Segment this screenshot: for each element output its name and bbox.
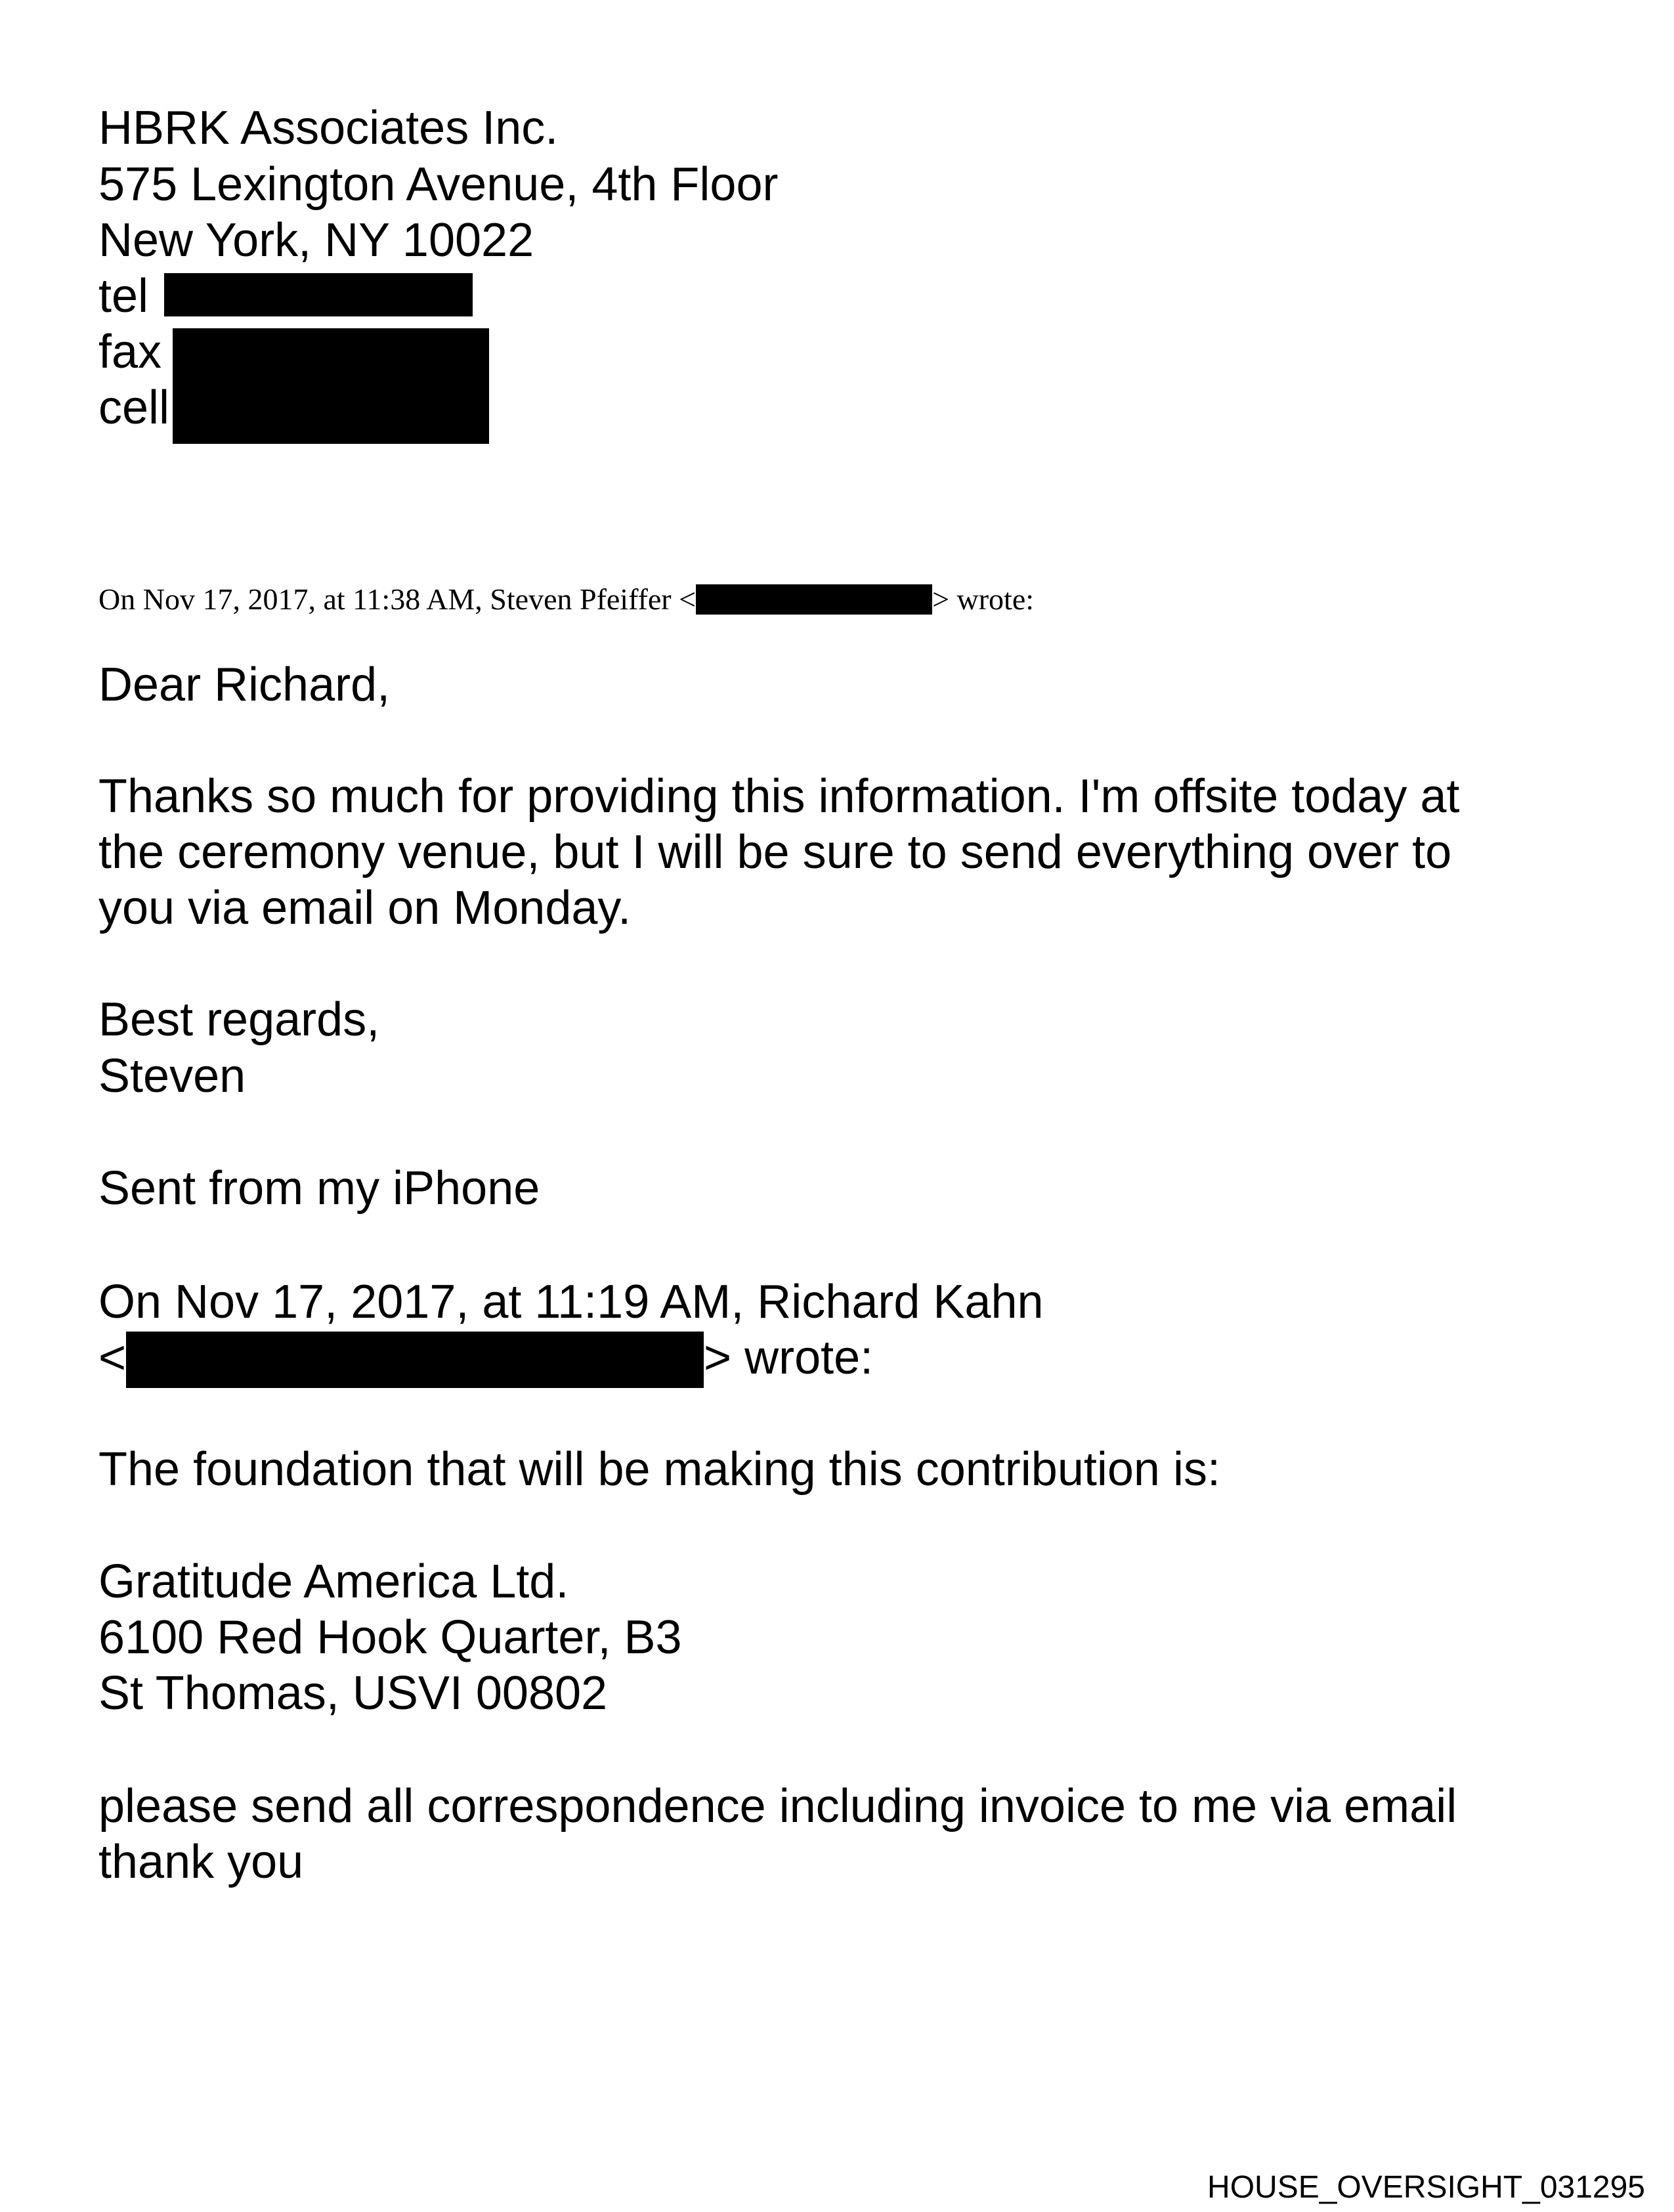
request-line1: please send all correspondence including invoice to me via email xyxy=(98,1780,1457,1832)
reply-paragraph-line1: Thanks so much for providing this information. I'm offsite today at xyxy=(98,770,1460,823)
tel-label: tel xyxy=(98,270,149,322)
cell-label: cell xyxy=(98,381,170,434)
reply-header xyxy=(98,581,1034,618)
reply-paragraph-line2: the ceremony venue, but I will be sure to send everything over to xyxy=(98,826,1452,878)
foundation-address-line1: 6100 Red Hook Quarter, B3 xyxy=(98,1611,682,1664)
reply-header-suffix: > wrote: xyxy=(932,582,1035,616)
request-line2: thank you xyxy=(98,1836,304,1888)
original-header-line2 xyxy=(98,1330,873,1388)
greeting: Dear Richard, xyxy=(98,659,391,711)
company-address-line1: 575 Lexington Avenue, 4th Floor xyxy=(98,158,779,211)
original-intro: The foundation that will be making this contribution is: xyxy=(98,1443,1220,1496)
sender-email-redaction xyxy=(696,584,932,615)
original-header-suffix: > wrote: xyxy=(704,1332,874,1384)
closing: Best regards, xyxy=(98,993,380,1046)
original-header-line1: On Nov 17, 2017, at 11:19 AM, Richard Kahn xyxy=(98,1276,1044,1328)
reply-header-prefix: On Nov 17, 2017, at 11:38 AM, Steven Pfeiffer < xyxy=(98,582,697,616)
fax-label: fax xyxy=(98,326,162,378)
sent-from: Sent from my iPhone xyxy=(98,1162,540,1215)
original-sender-email-redaction xyxy=(126,1332,704,1388)
foundation-name: Gratitude America Ltd. xyxy=(98,1555,569,1608)
foundation-address-line2: St Thomas, USVI 00802 xyxy=(98,1667,608,1720)
reply-paragraph-line3: you via email on Monday. xyxy=(98,882,632,934)
fax-cell-redaction xyxy=(173,328,489,444)
original-header-open-bracket: < xyxy=(98,1332,127,1384)
company-name: HBRK Associates Inc. xyxy=(98,102,559,154)
bates-number: HOUSE_OVERSIGHT_031295 xyxy=(1207,2170,1645,2205)
company-address-line2: New York, NY 10022 xyxy=(98,214,534,267)
tel-redaction xyxy=(164,273,473,316)
sender-name: Steven xyxy=(98,1050,246,1102)
